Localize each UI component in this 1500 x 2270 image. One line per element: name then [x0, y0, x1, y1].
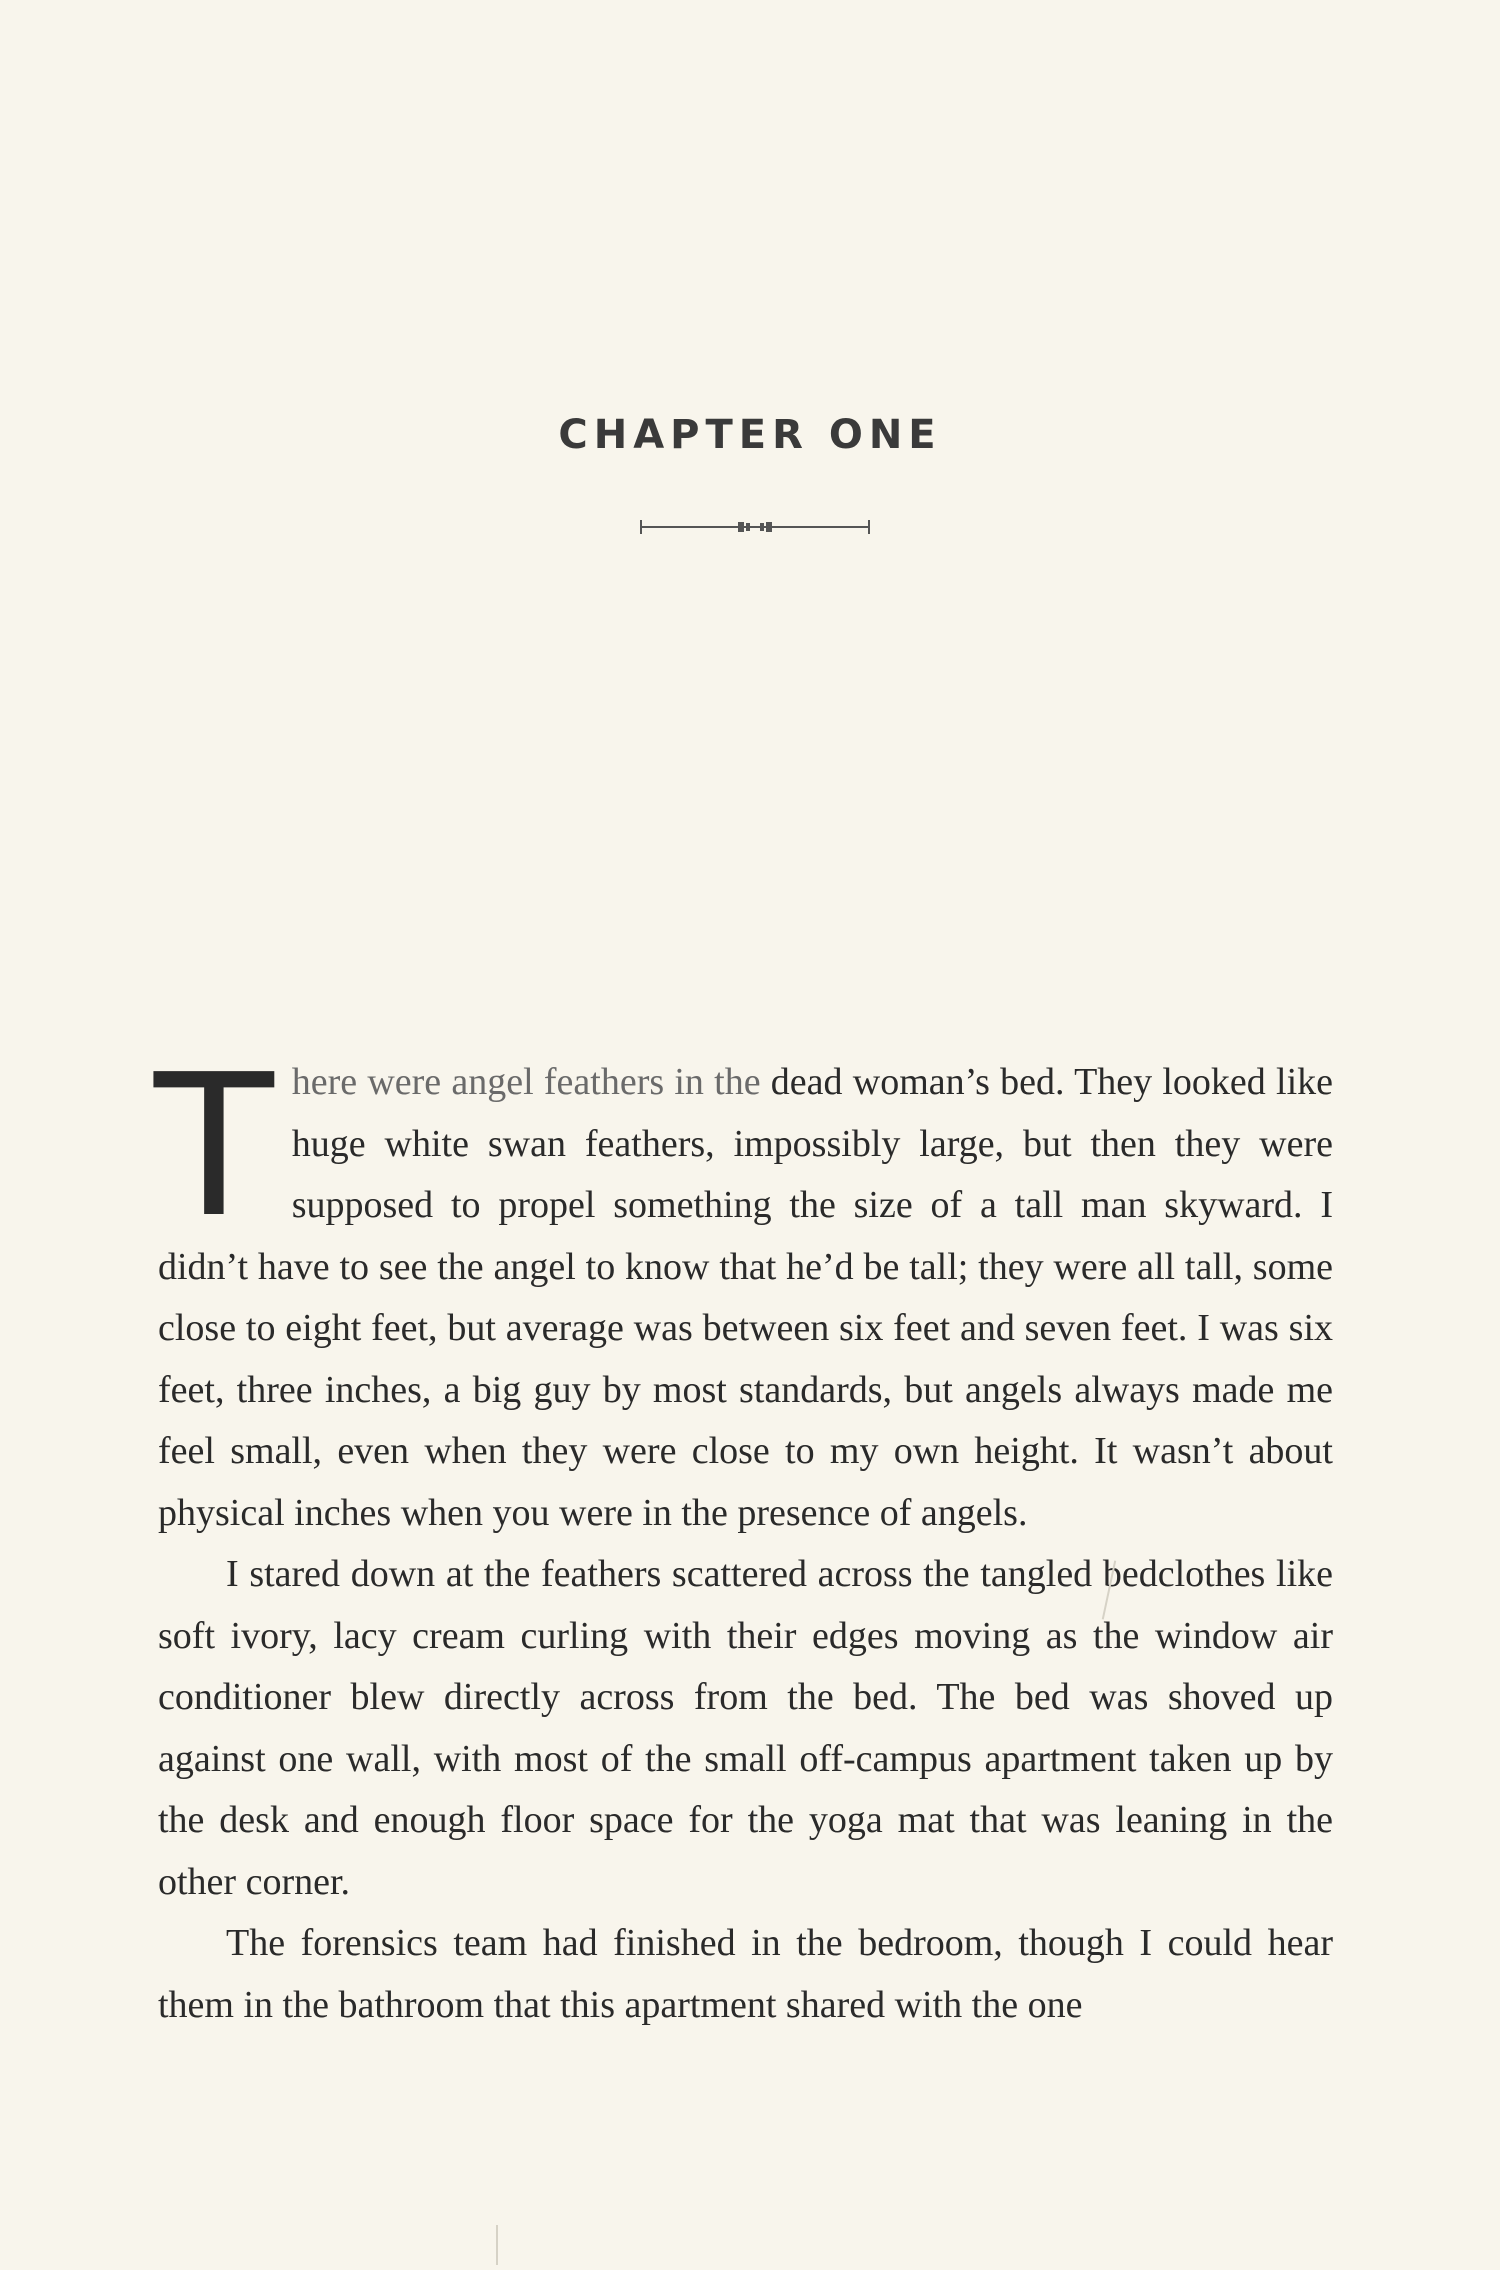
chapter-ornament-icon: [640, 512, 870, 542]
paragraph-2: I stared down at the feathers scattered across the tangled bedclothes like soft ivory, lacy cream curling with their edges moving as the window air conditioner blew directly across from the bed. The bed was shoved up against one wall, with most of the small off-campus apartment taken up by the desk and enough floor space for the yoga mat that was leaning in the other corner.: [158, 1553, 1333, 1903]
chapter-body-text: [154, 1033, 1333, 2036]
paragraph-3: The forensics team had finished in the bedroom, though I could hear them in the bathroom that this apartment shared with the one: [158, 1922, 1333, 2026]
paragraph-1-faded-text: here were angel feathers in the: [291, 1061, 761, 1103]
paragraph-1: [154, 1033, 1333, 1544]
drop-cap: T: [154, 1033, 274, 1261]
chapter-heading: CHAPTER ONE: [558, 412, 942, 458]
scan-artifact-line: [496, 2225, 498, 2265]
paragraph-1-text: dead woman’s bed. They looked like huge white swan feathers, impossibly large, but then they were supposed to propel something the size of a tall man skyward. I didn’t have to see the angel to know that he’d be tall; they were all tall, some close to eight feet, but average was between six feet and seven feet. I was six feet, three inches, a big guy by most standards, but angels always made me feel small, even when they were close to my own height. It wasn’t about physical inches when you were in the presence of angels.: [158, 1061, 1333, 1534]
